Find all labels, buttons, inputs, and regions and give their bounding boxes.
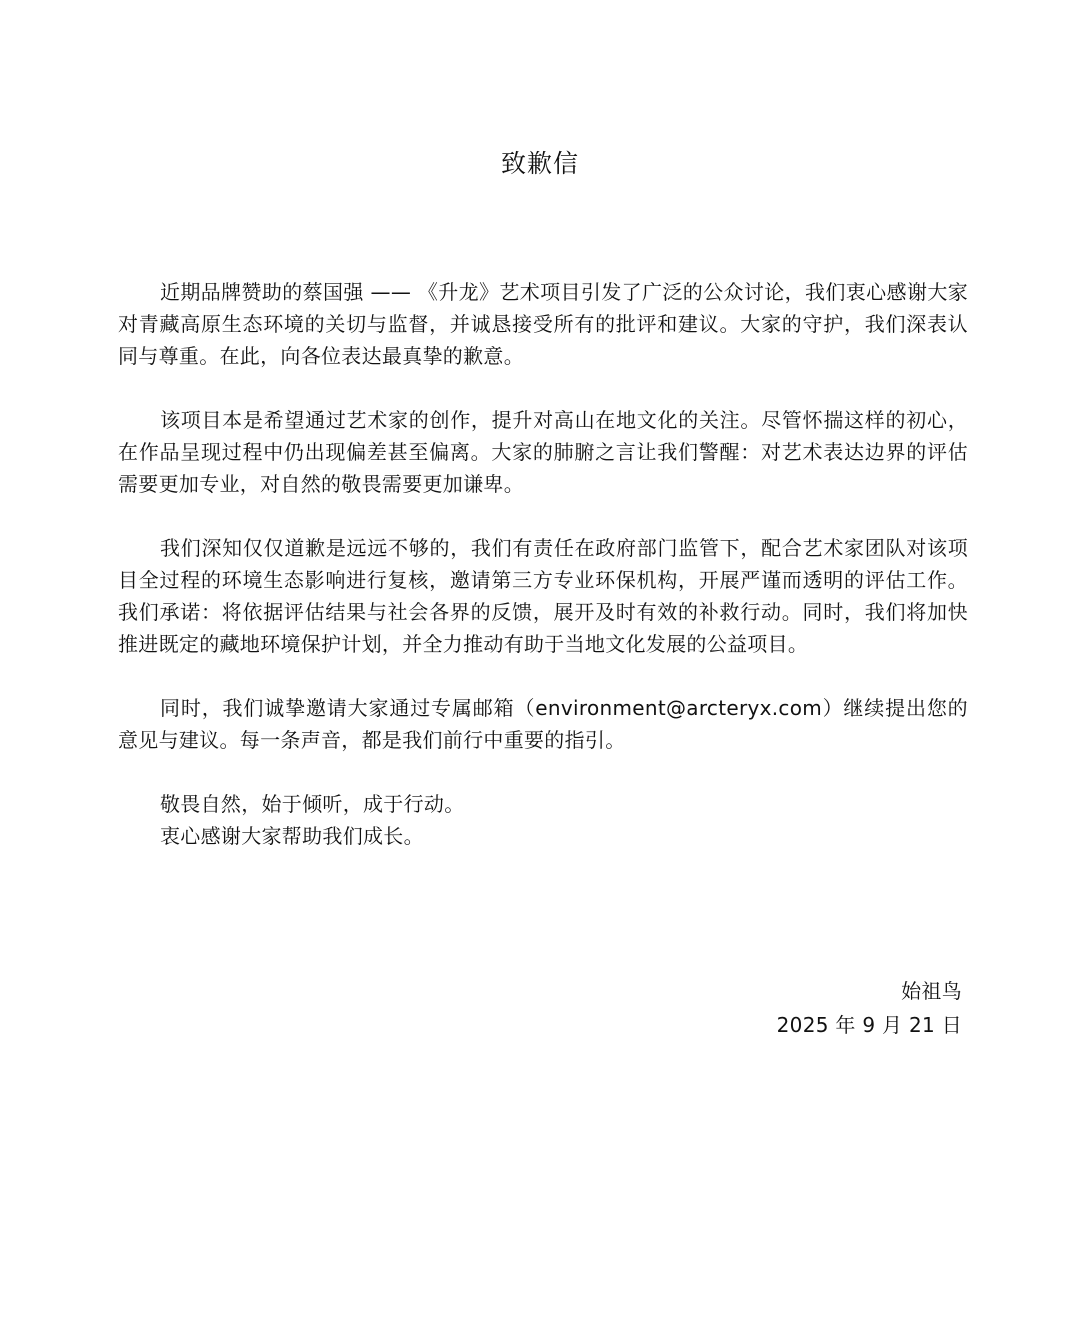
paragraph-spacer bbox=[118, 756, 968, 788]
signature-date: 2025 年 9 月 21 日 bbox=[776, 1013, 962, 1037]
signature-block bbox=[777, 974, 962, 1042]
closing-line-1: 敬畏自然，始于倾听，成于行动。 bbox=[160, 792, 465, 816]
paragraph-spacer bbox=[118, 660, 968, 692]
paragraph-4: 同时，我们诚挚邀请大家通过专属邮箱（environment@arcteryx.com）继续提出您的意见与建议。每一条声音，都是我们前行中重要的指引。 bbox=[118, 696, 968, 752]
signature-name: 始祖鸟 bbox=[901, 979, 962, 1003]
closing-line-2: 衷心感谢大家帮助我们成长。 bbox=[160, 824, 424, 848]
paragraph-1: 近期品牌赞助的蔡国强 —— 《升龙》艺术项目引发了广泛的公众讨论，我们衷心感谢大家对青藏高原生态环境的关切与监督，并诚恳接受所有的批评和建议。大家的守护，我们深表认同与尊重。在此，向各位表达最真挚的歉意。 bbox=[118, 280, 968, 368]
paragraph-2: 该项目本是希望通过艺术家的创作，提升对高山在地文化的关注。尽管怀揣这样的初心，在作品呈现过程中仍出现偏差甚至偏离。大家的肺腑之言让我们警醒：对艺术表达边界的评估需要更加专业，对自然的敬畏需要更加谦卑。 bbox=[118, 408, 968, 496]
letter-title: 致歉信 bbox=[500, 149, 579, 178]
letter-body bbox=[118, 276, 968, 852]
paragraph-spacer bbox=[118, 372, 968, 404]
paragraph-3: 我们深知仅仅道歉是远远不够的，我们有责任在政府部门监管下，配合艺术家团队对该项目全过程的环境生态影响进行复核，邀请第三方专业环保机构，开展严谨而透明的评估工作。我们承诺：将依据评估结果与社会各界的反馈，展开及时有效的补救行动。同时，我们将加快推进既定的藏地环境保护计划，并全力推动有助于当地文化发展的公益项目。 bbox=[118, 536, 968, 656]
paragraph-spacer bbox=[118, 500, 968, 532]
